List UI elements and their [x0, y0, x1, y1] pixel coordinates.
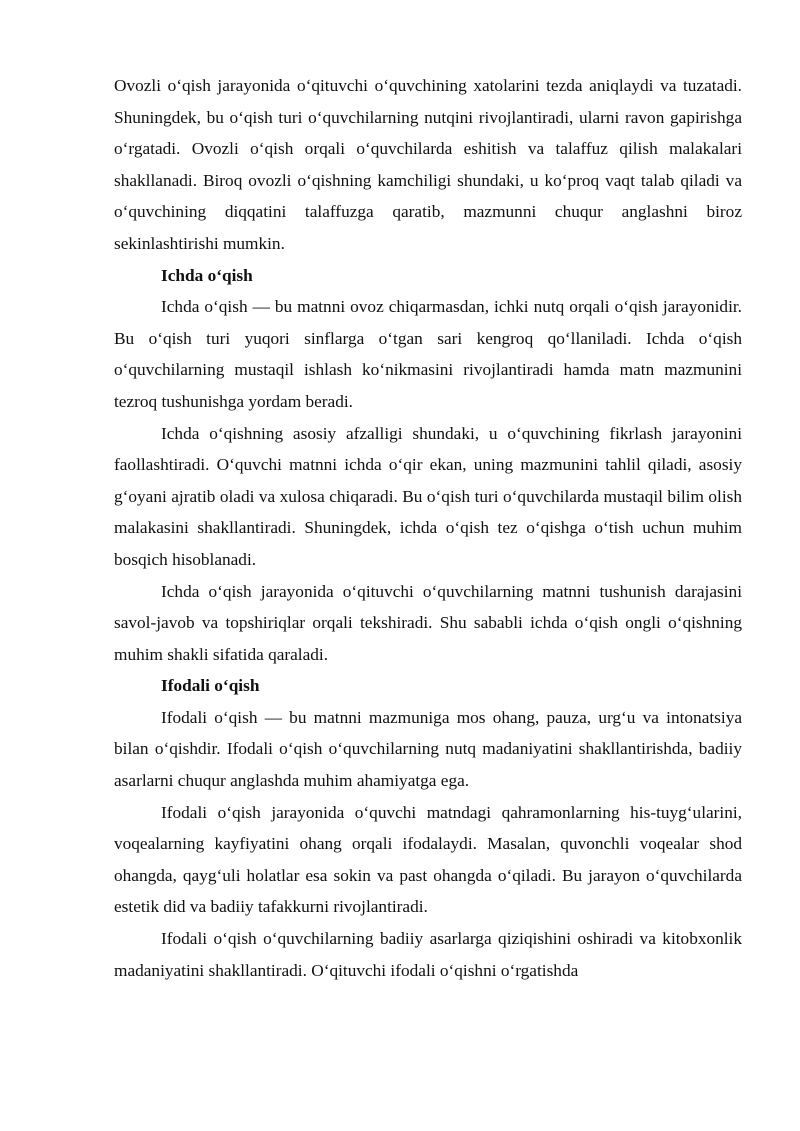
paragraph-expressive-reading-definition: Ifodali o‘qish — bu matnni mazmuniga mos ohang, pauza, urg‘u va intonatsiya bilan o‘qishdir. Ifodali o‘qish o‘quvchilarning nutq madaniyatini shakllantirishda, badiiy asarlarni chuqur anglashda muhim ahamiyatga ega.	[114, 707, 742, 791]
paragraph-silent-reading-assessment: Ichda o‘qish jarayonida o‘qituvchi o‘quvchilarning matnni tushunish darajasini savol-javob va topshiriqlar orqali tekshiradi. Shu sababli ichda o‘qish ongli o‘qishning muhim shakli sifatida qaraladi.	[114, 581, 742, 664]
document-page	[114, 70, 742, 986]
paragraph-silent-reading-advantage: Ichda o‘qishning asosiy afzalligi shundaki, u o‘quvchining fikrlash jarayonini faollashtiradi. O‘quvchi matnni ichda o‘qir ekan, uning mazmunini tahlil qiladi, asosiy g‘oyani ajratib oladi va xulosa chiqaradi. Bu o‘qish turi o‘quvchilarda mustaqil bilim olish malakasini shakllantiradi. Shuningdek, ichda o‘qish tez o‘qishga o‘tish uchun muhim bosqich hisoblanadi.	[114, 423, 742, 569]
paragraph-expressive-reading-benefits: Ifodali o‘qish o‘quvchilarning badiiy asarlarga qiziqishini oshiradi va kitobxonlik madaniyatini shakllantiradi. O‘qituvchi ifodali o‘qishni o‘rgatishda	[114, 929, 742, 980]
section-heading-expressive-reading: Ifodali o‘qish	[161, 676, 260, 696]
paragraph-silent-reading-definition: Ichda o‘qish — bu matnni ovoz chiqarmasdan, ichki nutq orqali o‘qish jarayonidir. Bu o‘qish turi yuqori sinflarga o‘tgan sari kengroq qo‘llaniladi. Ichda o‘qish o‘quvchilarning mustaqil ishlash ko‘nikmasini rivojlantiradi hamda matn mazmunini tezroq tushunishga yordam beradi.	[114, 297, 742, 411]
paragraph-expressive-reading-process: Ifodali o‘qish jarayonida o‘quvchi matndagi qahramonlarning his-tuyg‘ularini, voqealarning kayfiyatini ohang orqali ifodalaydi. Masalan, quvonchli voqealar shod ohangda, qayg‘uli holatlar esa sokin va past ohangda o‘qiladi. Bu jarayon o‘quvchilarda estetik did va badiiy tafakkurni rivojlantiradi.	[114, 802, 742, 917]
section-heading-silent-reading: Ichda o‘qish	[161, 265, 253, 285]
paragraph-oral-reading: Ovozli o‘qish jarayonida o‘qituvchi o‘quvchining xatolarini tezda aniqlaydi va tuzatadi. Shuningdek, bu o‘qish turi o‘quvchilarning nutqini rivojlantiradi, ularni ravon gapirishga o‘rgatadi. Ovozli o‘qish orqali o‘quvchilarda eshitish va talaffuz qilish malakalari shakllanadi. Biroq ovozli o‘qishning kamchiligi shundaki, u ko‘proq vaqt talab qiladi va o‘quvchining diqqatini talaffuzga qaratib, mazmunni chuqur anglashni biroz sekinlashtirishi mumkin.	[114, 76, 742, 253]
